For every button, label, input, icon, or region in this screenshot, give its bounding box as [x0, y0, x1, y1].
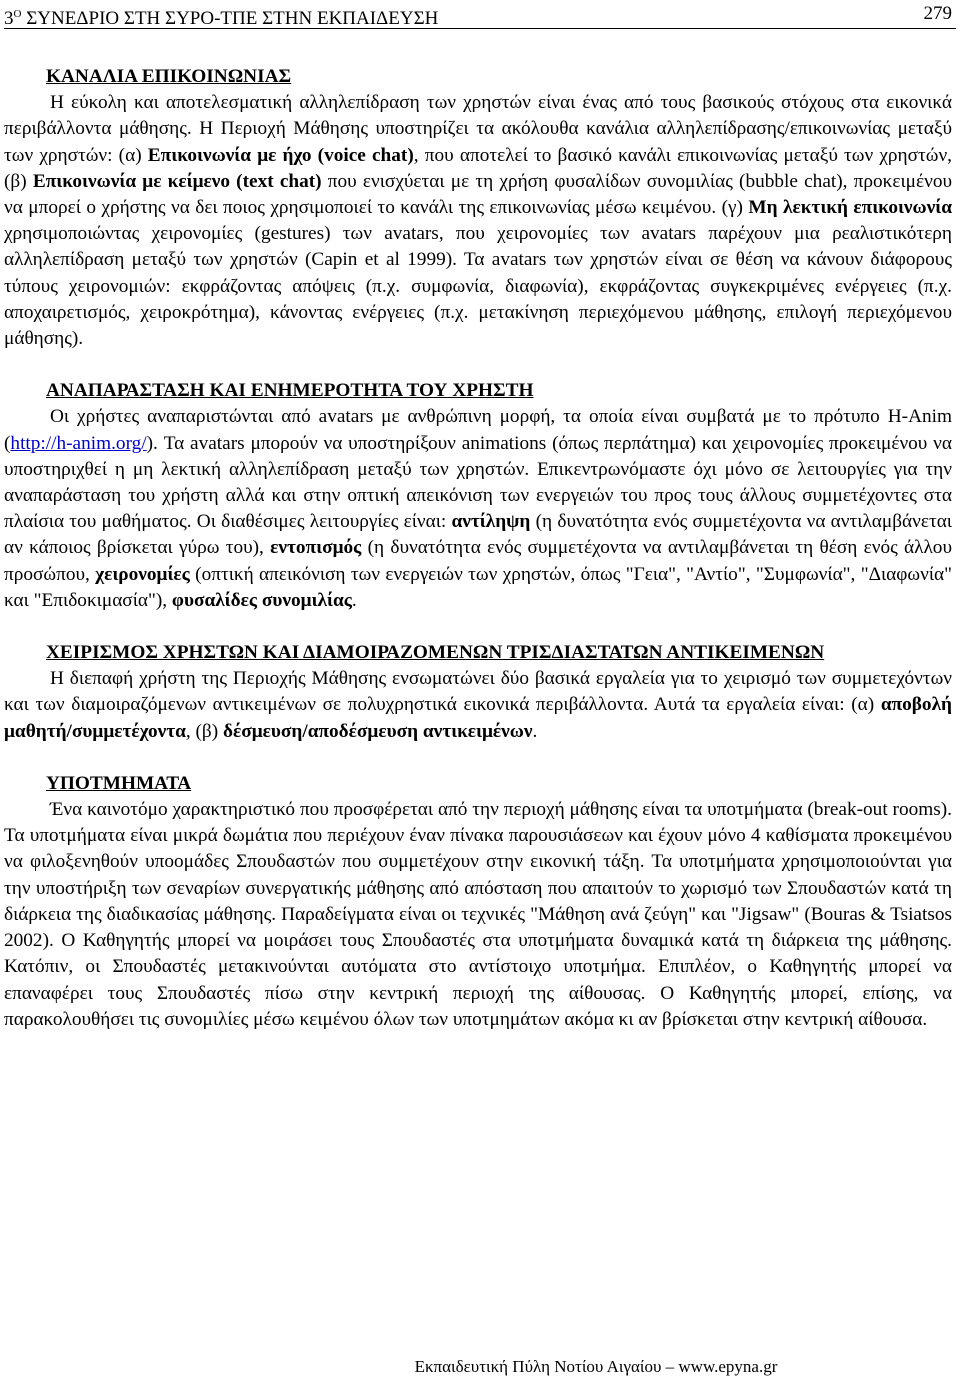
heading-channels: ΚΑΝΑΛΙΑ ΕΠΙΚΟΙΝΩΝΙΑΣ	[46, 66, 292, 87]
heading-representation: ΑΝΑΠΑΡΑΣΤΑΣΗ ΚΑΙ ΕΝΗΜΕΡΟΤΗΤΑ ΤΟΥ ΧΡΗΣΤΗ	[46, 380, 534, 402]
conference-title: $3^O$ ΣΥΝΕΔΡΙΟ ΣΤΗ ΣΥΡΟ-ΤΠΕ ΣΤΗΝ ΕΚΠΑΙΔΕΥΣΗ	[4, 8, 439, 29]
page-number: 279	[923, 3, 952, 24]
heading-objects: ΧΕΙΡΙΣΜΟΣ ΧΡΗΣΤΩΝ ΚΑΙ ΔΙΑΜΟΙΡΑΖΟΜΕΝΩΝ ΤΡΙΣΔΙΑΣΤΑΤΩΝ ΑΝΤΙΚΕΙΜΕΝΩΝ	[46, 642, 825, 664]
page-footer: Εκπαιδευτική Πύλη Νοτίου Αιγαίου – www.epyna.gr	[414, 1357, 778, 1376]
paragraph-channels: Η εύκολη και αποτελεσματική αλληλεπίδραση των χρηστών είναι ένας από τους βασικούς στόχους στα εικονικά περιβάλλοντα μάθησης. Η Περιοχή Μάθησης υποστηρίζει τα ακόλουθα κανάλια αλληλεπίδρασης/επικοινωνίας μεταξύ των χρηστών: (α) Επικοινωνία με ήχο (voice chat), που αποτελεί το βασικό κανάλι επικοινωνίας μεταξύ των χρηστών, (β) Επικοινωνία με κείμενο (text chat) που ενισχύεται με τη χρήση φυσαλίδων συνομιλίας (bubble chat), προκειμένου να μπορεί ο χρήστης να δει ποιος χρησιμοποιεί το κανάλι της επικοινωνίας μέσω κειμένου. (γ) Μη λεκτική επικοινωνία χρησιμοποιώντας χειρονομίες (gestures) των avatars, που χειρονομίες των avatars παρέχουν μια ρεαλιστικότερη αλληλεπίδραση μεταξύ των χρηστών (Capin et al 1999). Τα avatars των χρηστών είναι σε θέση να κάνουν διάφορους τύπους χειρονομιών: εκφράζοντας απόψεις (π.χ. συμφωνία, διαφωνία), εκφράζοντας συγκεκριμένες ενέργειες (π.χ. αποχαιρετισμός, χειροκρότημα), κάνοντας ενέργειες (π.χ. μετακίνηση περιεχόμενου μάθησης, επιλογή περιεχόμενου μάθησης).	[4, 92, 953, 350]
paragraph-breakout: Ένα καινοτόμο χαρακτηριστικό που προσφέρεται από την περιοχή μάθησης είναι τα υποτμήματα (break-out rooms). Τα υποτμήματα είναι μικρά δωμάτια που περιέχουν έναν πίνακα παρουσιάσεων και έχουν μόνο 4 καθίσματα προκειμένου να φιλοξενηθούν υποομάδες Σπουδαστών που συμμετέχουν στην εικονική τάξη. Τα υποτμήματα χρησιμοποιούνται για την υποστήριξη των σεναρίων συνεργατικής μάθησης από απόσταση που απαιτούν το χωρισμό των Σπουδαστών κατά τη διάρκεια της διαδικασίας μάθησης. Παραδείγματα είναι οι τεχνικές "Μάθηση ανά ζεύγη" και "Jigsaw" (Bouras & Tsiatsos 2002). Ο Καθηγητής μπορεί να μοιράσει τους Σπουδαστές στα υποτμήματα δυναμικά κατά τη διάρκεια της μάθησης. Κατόπιν, οι Σπουδαστές μετακινούνται αυτόματα στο αντίστοιχο υποτμήμα. Επιπλέον, ο Καθηγητής μπορεί να επαναφέρει τους Σπουδαστές πίσω στην κεντρική περιοχή της αίθουσας. Ο Καθηγητής μπορεί, επίσης, να παρακολουθήσει τις συνομιλίες μέσω κειμένου όλων των υποτμημάτων ακόμα κι αν βρίσκεται στην κεντρική αίθουσα.	[4, 799, 952, 1030]
paragraph-representation: Οι χρήστες αναπαριστώνται από avatars με ανθρώπινη μορφή, τα οποία είναι συμβατά με το πρότυπο H-Anim (http://h-anim.org/). Τα avatars μπορούν να υποστηρίξουν animations (όπως περπάτημα) και χειρονομίες προκειμένου να υποστηριχθεί η μη λεκτική αλληλεπίδραση μεταξύ των χρηστών. Επικεντρωνόμαστε όχι μόνο σε λειτουργίες για την αναπαράσταση του χρήστη αλλά και στην οπτική απεικόνιση των ενεργειών του προς τους άλλους συμμετέχοντες στα πλαίσια του μαθήματος. Οι διαθέσιμες λειτουργίες είναι: αντίληψη (η δυνατότητα ενός συμμετέχοντα να αντιλαμβάνεται αν κάποιος βρίσκεται γύρω του), εντοπισμός (η δυνατότητα ενός συμμετέχοντα να αντιλαμβάνεται τη θέση ενός άλλου προσώπου, χειρονομίες (οπτική απεικόνιση των ενεργειών των χρηστών, όπως "Γεια", "Αντίο", "Συμφωνία", "Διαφωνία" και "Επιδοκιμασία"), φυσαλίδες συνομιλίας.	[4, 406, 952, 611]
h-anim-link[interactable]: http://h-anim.org/	[10, 432, 147, 454]
paragraph-objects: Η διεπαφή χρήστη της Περιοχής Μάθησης ενσωματώνει δύο βασικά εργαλεία για το χειρισμό των συμμετεχόντων και των διαμοιραζόμενων αντικειμένων σε πολυχρηστικά εικονικά περιβάλλοντα. Αυτά τα εργαλεία είναι: (α) αποβολή μαθητή/συμμετέχοντα, (β) δέσμευση/αποδέσμευση αντικειμένων.	[4, 668, 952, 742]
heading-breakout: ΥΠΟΤΜΗΜΑΤΑ	[46, 772, 192, 794]
document-body	[4, 64, 952, 1033]
page-header	[4, 2, 956, 29]
